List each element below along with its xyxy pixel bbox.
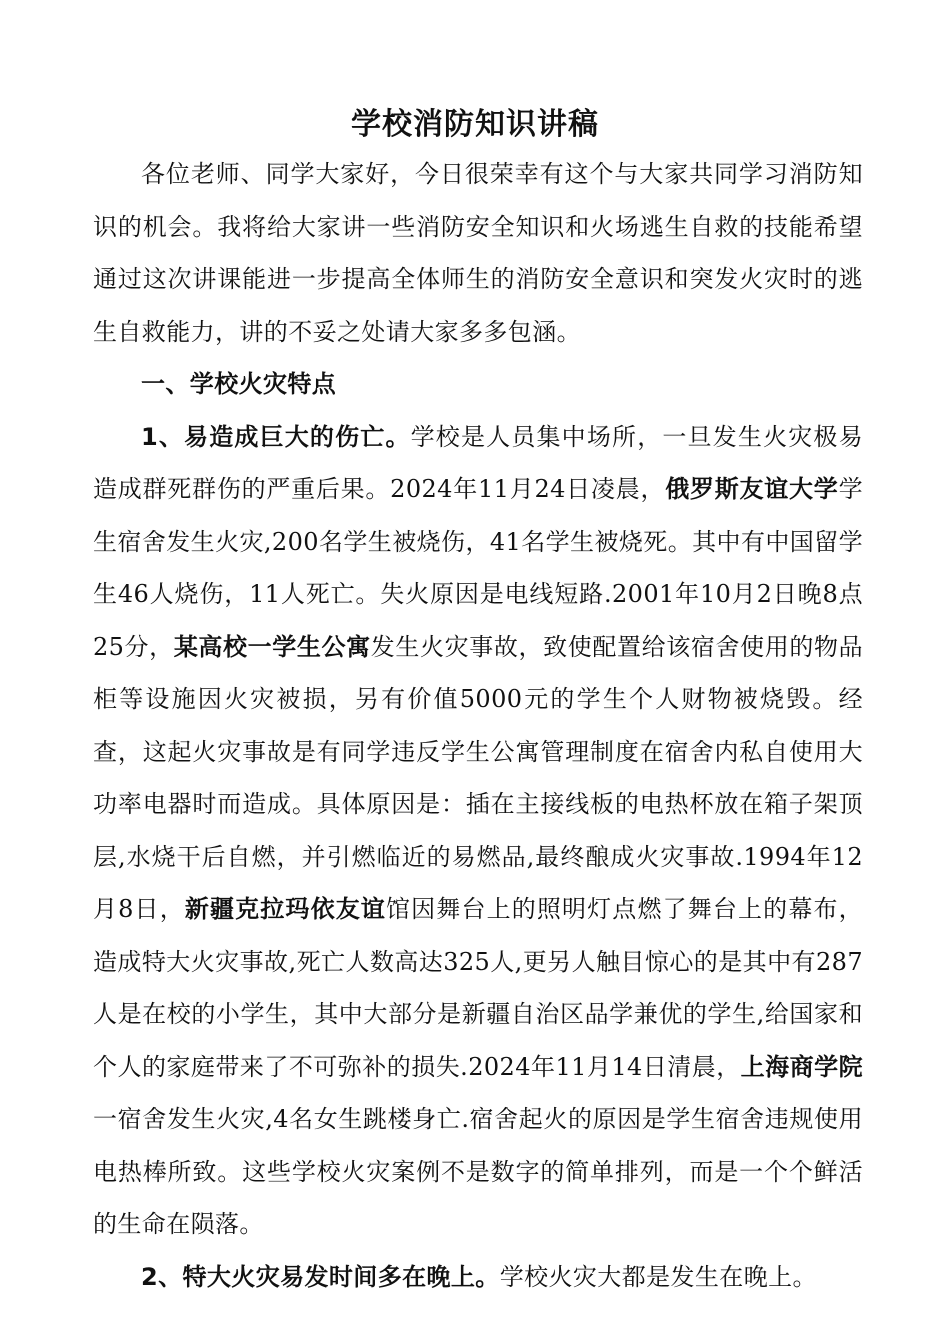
case-student-apartment: 某高校一学生公寓 (173, 632, 371, 661)
point-2-lead: 2、特大火灾易发时间多在晚上。 (141, 1262, 500, 1291)
case-russia-university: 俄罗斯友谊大学 (665, 475, 839, 503)
section-heading-fire-characteristics: 一、学校火灾特点 (141, 370, 337, 398)
point-2-paragraph (93, 1251, 863, 1304)
case-karamay-friendship: 新疆克拉玛依友谊 (184, 895, 387, 923)
point-2-text-1: 学校火灾大都是发生在晚上。 (499, 1262, 817, 1291)
point-1-lead: 1、易造成巨大的伤亡。 (141, 422, 411, 451)
point-1-paragraph (93, 411, 863, 1251)
point-1-text-2: 学生宿舍发生火灾,200名学生被烧伤，41名学生被烧死。其中有中国留学生46人烧伤，11人死亡。失火原因是电线短路.2001年10月2日晚8点25分， (93, 475, 863, 661)
point-1-text-5: 一宿舍发生火灾,4名女生跳楼身亡.宿舍起火的原因是学生宿舍违规使用电热棒所致。这些学校火灾案例不是数字的简单排列，而是一个个鲜活的生命在陨落。 (93, 1105, 863, 1238)
document-title: 学校消防知识讲稿 (351, 107, 599, 142)
intro-paragraph: 各位老师、同学大家好，今日很荣幸有这个与大家共同学习消防知识的机会。我将给大家讲一些消防安全知识和火场逃生自救的技能希望通过这次讲课能进一步提高全体师生的消防安全意识和突发火灾时的逃生自救能力，讲的不妥之处请大家多多包涵。 (93, 160, 863, 346)
point-1-text-3: 发生火灾事故，致使配置给该宿舍使用的物品柜等设施因火灾被损，另有价值5000元的学生个人财物被烧毁。经查，这起火灾事故是有同学违反学生公寓管理制度在宿舍内私自使用大功率电器时而造成。具体原因是：插在主接线板的电热杯放在箱子架顶层,水烧干后自燃，并引燃临近的易燃品,最终酿成火灾事故.1994年12月8日， (93, 632, 864, 923)
point-1-text-1: 学校是人员集中场所，一旦发生火灾极易造成群死群伤的严重后果。2024年11月24日凌晨， (93, 422, 863, 503)
point-1-text-4: 馆因舞台上的照明灯点燃了舞台上的幕布，造成特大火灾事故,死亡人数高达325人,更另人触目惊心的是其中有287人是在校的小学生，其中大部分是新疆自治区品学兼优的学生,给国家和个人的家庭带来了不可弥补的损失.2024年11月14日清晨， (93, 895, 864, 1081)
document-body (93, 148, 863, 1303)
case-shanghai-business-school: 上海商学院 (740, 1052, 863, 1081)
